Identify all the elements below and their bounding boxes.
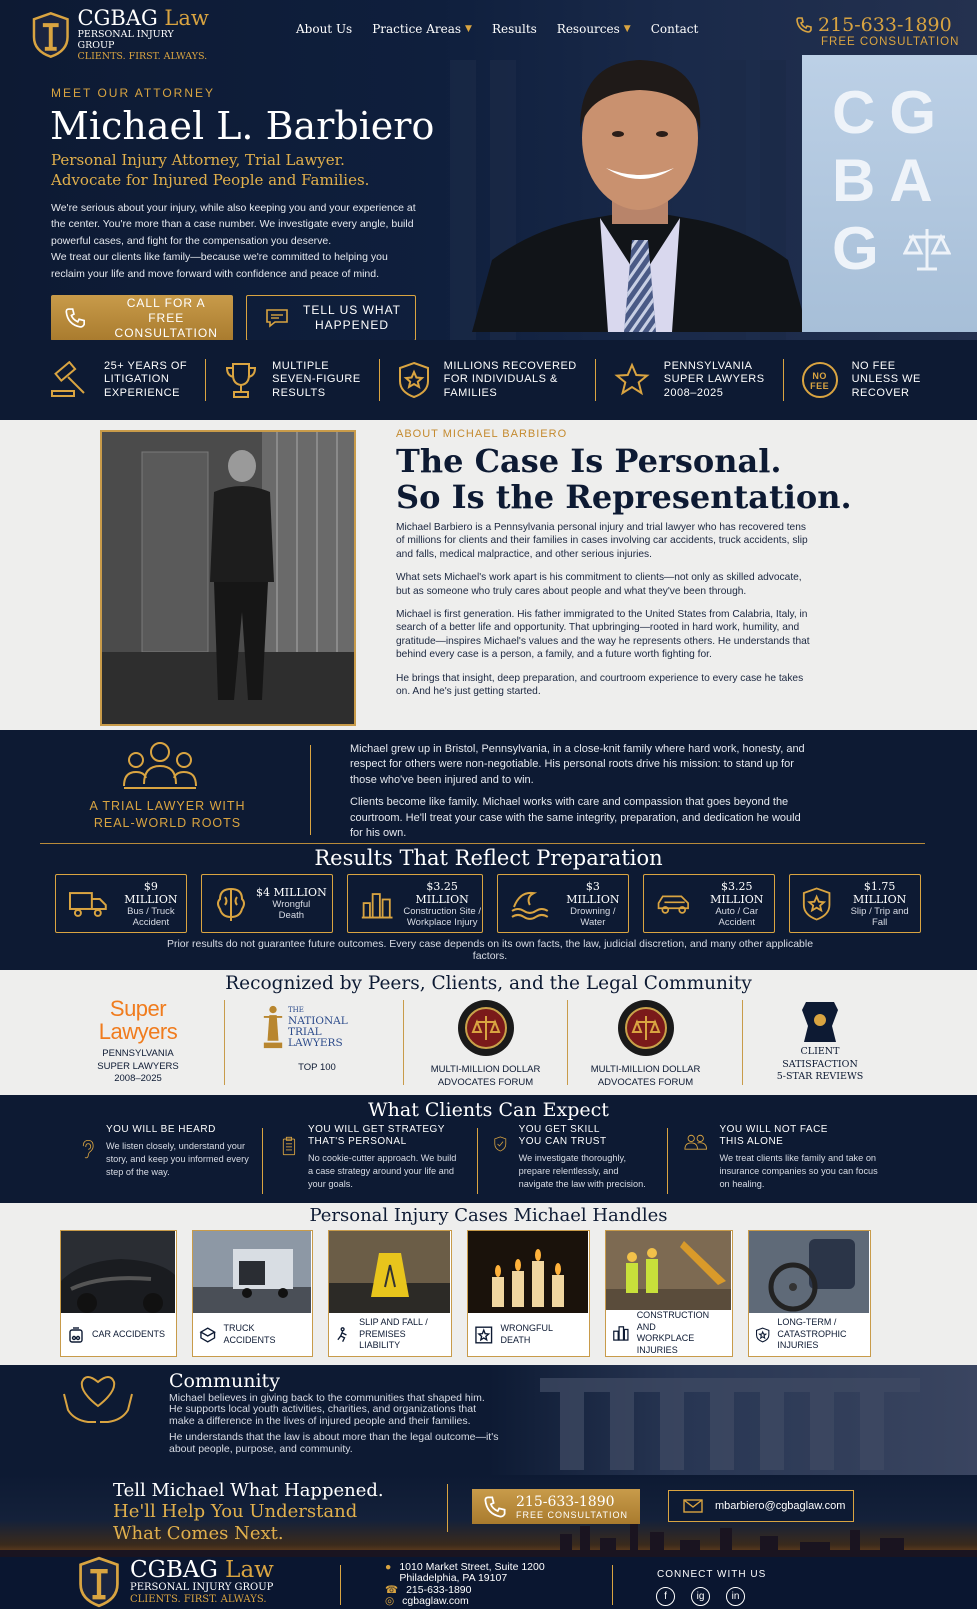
scales-icon: [903, 225, 951, 273]
mail-icon: [683, 1499, 703, 1513]
cta-call-button[interactable]: [472, 1489, 640, 1524]
footer-website-link[interactable]: ◎ cgbaglaw.com: [385, 1595, 469, 1608]
shield-logo-icon: [78, 1556, 120, 1608]
phone-icon: [65, 307, 85, 329]
heart-hands-icon: [60, 1370, 136, 1430]
chevron-down-icon: ▼: [465, 24, 472, 34]
about-paragraph: What sets Michael's work apart is his commitment to clients—not only as skilled advocate, but as someone who truly cares about people and what they've been through.: [396, 572, 802, 597]
shield-star-icon: [802, 886, 831, 922]
cta-email-button[interactable]: [668, 1490, 854, 1522]
car-icon: [656, 889, 691, 919]
facebook-icon[interactable]: f: [656, 1587, 675, 1606]
hero-intro: [51, 200, 421, 282]
button-label: CALL FOR A: [126, 295, 206, 310]
no-fee-icon: NO FEE: [802, 362, 838, 398]
hero-intro-paragraph: We're serious about your injury, while also keeping you and your experience at the center. You're more than a case number. We investigate every angle, build powerful cases, and fight for the compensation you deserve.: [51, 202, 416, 247]
about-title-line: The Case Is Personal.: [396, 442, 782, 480]
attorney-portrait: [472, 40, 808, 332]
divider: [310, 745, 311, 835]
expect-item: YOU WILL GET STRATEGY THAT'S PERSONAL No cookie-cutter approach. We build a case strategy around your life and your goals.: [282, 1124, 458, 1191]
national-trial-lawyers-badge: THE NATIONAL TRIAL LAWYERS TOP 100: [262, 998, 372, 1088]
nav-label: Results: [491, 22, 537, 36]
header-phone-number: 215-633-1890: [818, 14, 952, 36]
tell-us-button[interactable]: [246, 295, 416, 341]
keystone-icon: [800, 1000, 840, 1044]
instagram-icon[interactable]: ig: [691, 1587, 710, 1606]
divider: [477, 1128, 478, 1194]
result-card[interactable]: $3 MILLION Drowning / Water: [497, 874, 629, 933]
recognition-title: Recognized by Peers, Clients, and the Legal Community: [225, 973, 752, 994]
brain-icon: [214, 885, 248, 923]
stat-item: NO FEE NO FEE UNLESS WE RECOVER: [783, 359, 939, 401]
case-card-car-accidents[interactable]: CAR ACCIDENTS: [60, 1230, 177, 1357]
community-paragraph: Michael believes in giving back to the communities that shaped him. He supports local youth activities, charities, and organizations that make a difference in the lives of injured people and their families.: [169, 1392, 485, 1427]
community-title: Community: [169, 1370, 280, 1392]
results-title: Results That Reflect Preparation: [314, 846, 663, 870]
cgbag-monogram-panel: CG BA G: [802, 55, 977, 332]
stat-item: MILLIONS RECOVERED FOR INDIVIDUALS & FAMILIES: [379, 359, 595, 401]
attorney-name: Michael L. Barbiero: [50, 104, 435, 148]
ear-icon: [80, 1124, 94, 1174]
cases-title: Personal Injury Cases Michael Handles: [309, 1205, 668, 1226]
chat-icon: [265, 308, 289, 328]
forum-seal-icon: [616, 998, 676, 1058]
cta-phone-number: 215-633-1890: [516, 1493, 615, 1510]
cta-heading: Tell Michael What Happened.: [113, 1480, 384, 1501]
cta-phone-sub: FREE CONSULTATION: [516, 1509, 629, 1520]
courthouse-backdrop: [520, 1370, 960, 1470]
people-icon: [684, 1124, 707, 1160]
clipboard-icon: [282, 1124, 296, 1168]
case-card-wrongful-death[interactable]: WRONGFUL DEATH: [467, 1230, 590, 1357]
case-card-truck-accidents[interactable]: TRUCK ACCIDENTS: [192, 1230, 313, 1357]
cta-email-address: mbarbiero@cgbaglaw.com: [715, 1500, 846, 1512]
stats-bar: [0, 340, 977, 420]
super-lawyers-badge: Super Lawyers PENNSYLVANIA SUPER LAWYERS 2008–2025: [97, 996, 179, 1084]
footer-phone[interactable]: ☎ 215-633-1890: [385, 1583, 472, 1596]
roots-label: A TRIAL LAWYER WITH REAL-WORLD ROOTS: [89, 799, 246, 830]
results-disclaimer: Prior results do not guarantee future outcomes. Every case depends on its own facts, the law, judicial discretion, and many other applicable factors.: [166, 938, 814, 962]
multi-million-forum-badge: MULTI-MILLION DOLLAR ADVOCATES FORUM: [428, 998, 543, 1088]
community-body: [169, 1393, 499, 1455]
about-paragraph: Michael is first generation. His father immigrated to the United States from Calabria, Italy, in search of a better life and opportunity. That upbringing—rooted in hard work, humility, and gratitude—inspires Michael's values and the way he represents others. He understands that behind every case is a person, a family, and a future worth fighting for.: [396, 609, 810, 661]
shield-check-icon: [494, 1124, 507, 1164]
chevron-down-icon: ▼: [623, 24, 631, 34]
attorney-full-length-photo: [100, 430, 356, 726]
brand-tagline: CLIENTS. FIRST. ALWAYS.: [77, 51, 208, 62]
header-phone-sub: FREE CONSULTATION: [821, 36, 960, 48]
about-title: [396, 443, 852, 515]
car-crash-icon: [67, 1326, 85, 1344]
brand-name-accent: Law: [164, 6, 209, 30]
justice-statue-icon: [262, 1002, 284, 1052]
truck-icon: [68, 889, 108, 919]
client-satisfaction-badge: CLIENT SATISFACTION 5-STAR REVIEWS: [770, 998, 870, 1088]
location-icon: ●: [385, 1561, 392, 1573]
roots-paragraph: Michael grew up in Bristol, Pennsylvania, in a close-knit family where hard work, honesty, and respect for others were non-negotiable. His personal roots drive his mission: to stand up for those who've been injured and to win.: [350, 743, 805, 786]
result-card[interactable]: $9 MILLION Bus / Truck Accident: [55, 874, 187, 933]
divider: [262, 1128, 263, 1194]
phone-icon: [484, 1496, 506, 1518]
building-icon: [360, 887, 394, 921]
cta-subheading: He'll Help You Understand What Comes Next.: [113, 1501, 358, 1544]
wet-floor-icon: [335, 1326, 352, 1344]
about-kicker: ABOUT MICHAEL BARBIERO: [396, 428, 568, 440]
call-consultation-button[interactable]: [51, 295, 233, 341]
divider: [742, 1000, 743, 1085]
shield-star-icon: [398, 361, 430, 399]
footer-logo[interactable]: CGBAG Law PERSONAL INJURY GROUP CLIENTS. FIRST. ALWAYS.: [78, 1556, 274, 1608]
shield-icon: [755, 1325, 770, 1345]
about-paragraph: Michael Barbiero is a Pennsylvania personal injury and trial lawyer who has recovered tens of millions for clients and their families in cases involving car accidents, truck accidents, slip and falls, medical malpractice, and other serious injuries.: [396, 522, 808, 560]
expect-item: YOU GET SKILL YOU CAN TRUST We investigate thoroughly, prepare relentlessly, and navigate the law with precision.: [494, 1124, 652, 1191]
footer-address: ● 1010 Market Street, Suite 1200 Philadelphia, PA 19107 ☎ 215-633-1890 ◎ cgbaglaw.com: [385, 1561, 545, 1608]
divider: [40, 843, 925, 844]
divider: [224, 1000, 225, 1085]
expect-item: YOU WILL NOT FACE THIS ALONE We treat clients like family and take on insurance companies so you can focus on healing.: [684, 1124, 884, 1191]
result-card[interactable]: $3.25 MILLION Construction Site / Workplace Injury: [347, 874, 483, 933]
crane-icon: [612, 1323, 630, 1343]
hero-intro-paragraph: We treat our clients like family—because we're committed to helping you reclaim your life and move forward with confidence and peace of mind.: [51, 251, 388, 280]
result-card[interactable]: $3.25 MILLION Auto / Car Accident: [643, 874, 775, 933]
case-card-catastrophic[interactable]: LONG-TERM / CATASTROPHIC INJURIES: [748, 1230, 871, 1357]
nav-label: Contact: [650, 22, 699, 36]
roots-paragraph: Clients become like family. Michael works with care and compassion that goes beyond the courtroom. He'll treat your case with the same integrity, preparation, and dedication he would for his own.: [350, 796, 801, 840]
brand-subtitle: PERSONAL INJURY GROUP: [77, 29, 174, 51]
divider: [447, 1484, 448, 1532]
truck-icon: [199, 1326, 216, 1344]
multi-million-forum-badge: MULTI-MILLION DOLLAR ADVOCATES FORUM: [588, 998, 703, 1088]
divider: [667, 1128, 668, 1194]
social-links: [656, 1587, 745, 1606]
stat-item: MULTIPLE SEVEN-FIGURE RESULTS: [205, 359, 379, 401]
connect-label: CONNECT WITH US: [657, 1569, 767, 1580]
expect-item: YOU WILL BE HEARD We listen closely, understand your story, and keep you informed every step of the way.: [80, 1124, 250, 1179]
case-card-construction[interactable]: CONSTRUCTION AND WORKPLACE INJURIES: [605, 1230, 733, 1357]
nav-label: Resources: [556, 22, 620, 36]
expect-title: What Clients Can Expect: [368, 1099, 609, 1121]
globe-icon: ◎: [385, 1595, 395, 1608]
divider: [340, 1565, 341, 1605]
wave-icon: [510, 887, 550, 921]
gavel-icon: [50, 361, 90, 399]
community-paragraph: He understands that the law is about more than the legal outcome—it's about people, purpose, and community.: [169, 1431, 499, 1455]
case-card-slip-and-fall[interactable]: SLIP AND FALL / PREMISES LIABILITY: [328, 1230, 452, 1357]
divider: [403, 1000, 404, 1085]
family-icon: [120, 740, 200, 792]
linkedin-icon[interactable]: in: [726, 1587, 745, 1606]
stat-item: PENNSYLVANIA SUPER LAWYERS 2008–2025: [595, 359, 783, 401]
hero-tagline-line: Advocate for Injured People and Families.: [51, 171, 370, 189]
trophy-icon: [224, 361, 258, 399]
divider: [567, 1000, 568, 1085]
candle-icon: [474, 1325, 494, 1345]
stat-item: 25+ YEARS OF LITIGATION EXPERIENCE: [30, 359, 205, 401]
result-card[interactable]: $1.75 MILLION Slip / Trip and Fall: [789, 874, 921, 933]
phone-icon: ☎: [385, 1583, 399, 1596]
hero-kicker: MEET OUR ATTORNEY: [51, 86, 216, 100]
about-title-line: So Is the Representation.: [396, 478, 852, 516]
forum-seal-icon: [456, 998, 516, 1058]
nav-label: Practice Areas: [372, 22, 462, 36]
results-list: [55, 874, 921, 933]
nav-label: About Us: [296, 22, 353, 36]
button-label: HAPPENED: [314, 318, 390, 332]
site-header: [0, 0, 977, 62]
hero-tagline-line: Personal Injury Attorney, Trial Lawyer.: [51, 151, 345, 169]
about-body: [396, 521, 811, 708]
divider: [612, 1565, 613, 1605]
hero-tagline: [51, 150, 369, 190]
button-label: TELL US WHAT: [303, 303, 402, 317]
about-paragraph: He brings that insight, deep preparation, and courtroom experience to every case he takes on. And he's just getting started.: [396, 672, 804, 698]
button-label: FREE CONSULTATION: [114, 310, 218, 340]
brand-name: CGBAG: [77, 6, 158, 30]
cases-list: [60, 1230, 871, 1357]
roots-body: [350, 742, 805, 848]
result-card[interactable]: $4 MILLION Wrongful Death: [201, 874, 333, 933]
star-icon: [614, 362, 650, 398]
